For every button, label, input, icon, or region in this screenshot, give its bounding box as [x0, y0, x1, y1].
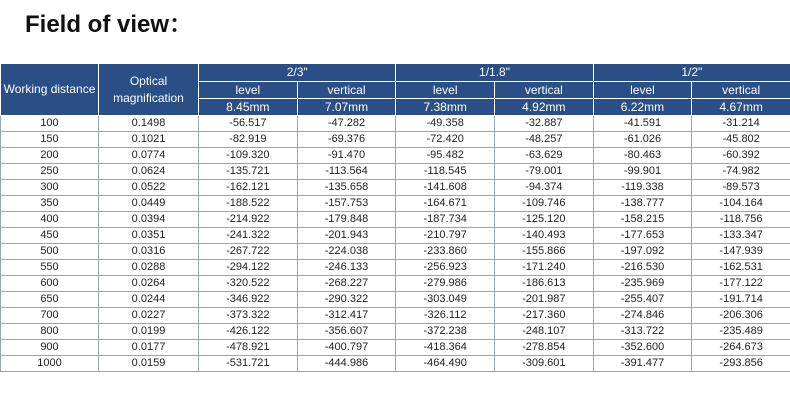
table-cell: -256.923	[396, 260, 495, 276]
table-cell: -233.860	[396, 244, 495, 260]
header-level: level	[396, 82, 495, 99]
table-cell: 100	[1, 116, 99, 132]
table-cell: 550	[1, 260, 99, 276]
table-cell: -188.522	[199, 196, 298, 212]
table-cell: -162.531	[692, 260, 790, 276]
table-row	[1, 324, 790, 340]
table-cell: 150	[1, 132, 99, 148]
table-cell: 0.0288	[99, 260, 199, 276]
table-cell: 0.0316	[99, 244, 199, 260]
table-cell: -478.921	[199, 340, 298, 356]
table-cell: -210.797	[396, 228, 495, 244]
table-cell: 450	[1, 228, 99, 244]
table-cell: -118.756	[692, 212, 790, 228]
table-cell: -313.722	[593, 324, 692, 340]
table-cell: -290.322	[297, 292, 396, 308]
table-cell: -32.887	[494, 116, 593, 132]
table-row	[1, 228, 790, 244]
table-row	[1, 212, 790, 228]
table-cell: 600	[1, 276, 99, 292]
table-cell: -391.477	[593, 356, 692, 372]
header-vertical-size: 7.07mm	[297, 99, 396, 116]
table-cell: -278.854	[494, 340, 593, 356]
table-cell: -179.848	[297, 212, 396, 228]
table-row	[1, 244, 790, 260]
header-level-size: 6.22mm	[593, 99, 692, 116]
table-cell: -326.112	[396, 308, 495, 324]
table-cell: -373.322	[199, 308, 298, 324]
table-cell: -201.943	[297, 228, 396, 244]
table-cell: 1000	[1, 356, 99, 372]
table-cell: -177.122	[692, 276, 790, 292]
table-cell: -133.347	[692, 228, 790, 244]
table-cell: -312.417	[297, 308, 396, 324]
table-row	[1, 308, 790, 324]
table-row	[1, 164, 790, 180]
header-vertical: vertical	[692, 82, 790, 99]
table-cell: 200	[1, 148, 99, 164]
table-cell: -31.214	[692, 116, 790, 132]
table-row	[1, 180, 790, 196]
table-cell: -109.746	[494, 196, 593, 212]
header-level-size: 7.38mm	[396, 99, 495, 116]
table-cell: -45.802	[692, 132, 790, 148]
table-cell: -99.901	[593, 164, 692, 180]
table-cell: -224.038	[297, 244, 396, 260]
table-row	[1, 276, 790, 292]
table-cell: -268.227	[297, 276, 396, 292]
table-cell: -216.530	[593, 260, 692, 276]
table-cell: -95.482	[396, 148, 495, 164]
table-cell: 0.0624	[99, 164, 199, 180]
table-cell: -217.360	[494, 308, 593, 324]
table-cell: -235.489	[692, 324, 790, 340]
table-cell: -48.257	[494, 132, 593, 148]
table-cell: -94.374	[494, 180, 593, 196]
table-cell: -372.238	[396, 324, 495, 340]
table-cell: -72.420	[396, 132, 495, 148]
table-cell: -104.164	[692, 196, 790, 212]
table-cell: 250	[1, 164, 99, 180]
table-cell: -164.671	[396, 196, 495, 212]
table-cell: -187.734	[396, 212, 495, 228]
table-cell: -426.122	[199, 324, 298, 340]
table-cell: -197.092	[593, 244, 692, 260]
page-title: Field of view：	[25, 11, 194, 38]
table-cell: -135.658	[297, 180, 396, 196]
table-cell: 0.0449	[99, 196, 199, 212]
table-cell: 0.0351	[99, 228, 199, 244]
table-cell: -235.969	[593, 276, 692, 292]
table-cell: -158.215	[593, 212, 692, 228]
table-cell: -119.338	[593, 180, 692, 196]
table-cell: -141.608	[396, 180, 495, 196]
table-cell: -61.026	[593, 132, 692, 148]
table-cell: 0.0394	[99, 212, 199, 228]
table-cell: -400.797	[297, 340, 396, 356]
table-cell: 0.0199	[99, 324, 199, 340]
table-cell: -320.522	[199, 276, 298, 292]
table-cell: -74.982	[692, 164, 790, 180]
table-cell: -201.987	[494, 292, 593, 308]
table-cell: 0.0227	[99, 308, 199, 324]
table-cell: -155.866	[494, 244, 593, 260]
table-row	[1, 340, 790, 356]
table-row	[1, 356, 790, 372]
table-cell: 0.1498	[99, 116, 199, 132]
table-cell: -49.358	[396, 116, 495, 132]
table-cell: -80.463	[593, 148, 692, 164]
table-cell: -346.922	[199, 292, 298, 308]
table-cell: -82.919	[199, 132, 298, 148]
table-cell: -303.049	[396, 292, 495, 308]
header-group-2-3: 2/3"	[199, 64, 396, 82]
table-cell: -147.939	[692, 244, 790, 260]
table-cell: -69.376	[297, 132, 396, 148]
table-cell: -309.601	[494, 356, 593, 372]
table-cell: 0.0522	[99, 180, 199, 196]
table-cell: -47.282	[297, 116, 396, 132]
table-cell: -138.777	[593, 196, 692, 212]
header-working-distance: Working distance	[1, 64, 99, 116]
header-group-1-1-8: 1/1.8"	[396, 64, 593, 82]
table-cell: -191.714	[692, 292, 790, 308]
table-cell: -140.493	[494, 228, 593, 244]
table-cell: 900	[1, 340, 99, 356]
table-cell: 0.0177	[99, 340, 199, 356]
table-cell: -531.721	[199, 356, 298, 372]
table-cell: -79.001	[494, 164, 593, 180]
table-cell: -109.320	[199, 148, 298, 164]
table-row	[1, 148, 790, 164]
table-cell: -171.240	[494, 260, 593, 276]
table-cell: -214.922	[199, 212, 298, 228]
table-cell: -118.545	[396, 164, 495, 180]
table-cell: 0.0264	[99, 276, 199, 292]
table-cell: -177.653	[593, 228, 692, 244]
table-cell: 350	[1, 196, 99, 212]
table-cell: -162.121	[199, 180, 298, 196]
table-cell: 800	[1, 324, 99, 340]
table-cell: -294.122	[199, 260, 298, 276]
table-cell: -91.470	[297, 148, 396, 164]
table-cell: -356.607	[297, 324, 396, 340]
table-row	[1, 196, 790, 212]
table-cell: 700	[1, 308, 99, 324]
table-cell: -157.753	[297, 196, 396, 212]
table-cell: -418.364	[396, 340, 495, 356]
table-cell: 400	[1, 212, 99, 228]
table-cell: 0.0159	[99, 356, 199, 372]
table-cell: -241.322	[199, 228, 298, 244]
header-vertical-size: 4.67mm	[692, 99, 790, 116]
table-row	[1, 260, 790, 276]
table-header	[1, 64, 790, 116]
table-cell: -113.564	[297, 164, 396, 180]
table-cell: -125.120	[494, 212, 593, 228]
table-cell: -264.673	[692, 340, 790, 356]
table-cell: -63.629	[494, 148, 593, 164]
table-cell: -135.721	[199, 164, 298, 180]
header-vertical-size: 4.92mm	[494, 99, 593, 116]
table-cell: -444.986	[297, 356, 396, 372]
header-vertical: vertical	[297, 82, 396, 99]
table-cell: -246.133	[297, 260, 396, 276]
table-cell: -279.986	[396, 276, 495, 292]
header-vertical: vertical	[494, 82, 593, 99]
header-group-1-2: 1/2"	[593, 64, 790, 82]
table-cell: -293.856	[692, 356, 790, 372]
table-row	[1, 292, 790, 308]
table-cell: 0.0244	[99, 292, 199, 308]
table-cell: 0.1021	[99, 132, 199, 148]
table-cell: 300	[1, 180, 99, 196]
table-cell: 500	[1, 244, 99, 260]
header-optical-magnification: Optical magnification	[99, 64, 199, 116]
table-row	[1, 132, 790, 148]
table-cell: -255.407	[593, 292, 692, 308]
header-level: level	[199, 82, 298, 99]
table-cell: -248.107	[494, 324, 593, 340]
table-cell: -274.846	[593, 308, 692, 324]
header-level: level	[593, 82, 692, 99]
table-cell: -89.573	[692, 180, 790, 196]
table-body	[1, 116, 790, 372]
table-cell: 650	[1, 292, 99, 308]
table-cell: -41.591	[593, 116, 692, 132]
table-cell: -60.392	[692, 148, 790, 164]
table-cell: -186.613	[494, 276, 593, 292]
table-cell: -464.490	[396, 356, 495, 372]
field-of-view-table	[0, 63, 790, 372]
table-cell: -267.722	[199, 244, 298, 260]
table-cell: -206.306	[692, 308, 790, 324]
table-cell: -56.517	[199, 116, 298, 132]
table-row	[1, 116, 790, 132]
table-cell: -352.600	[593, 340, 692, 356]
header-level-size: 8.45mm	[199, 99, 298, 116]
table-cell: 0.0774	[99, 148, 199, 164]
